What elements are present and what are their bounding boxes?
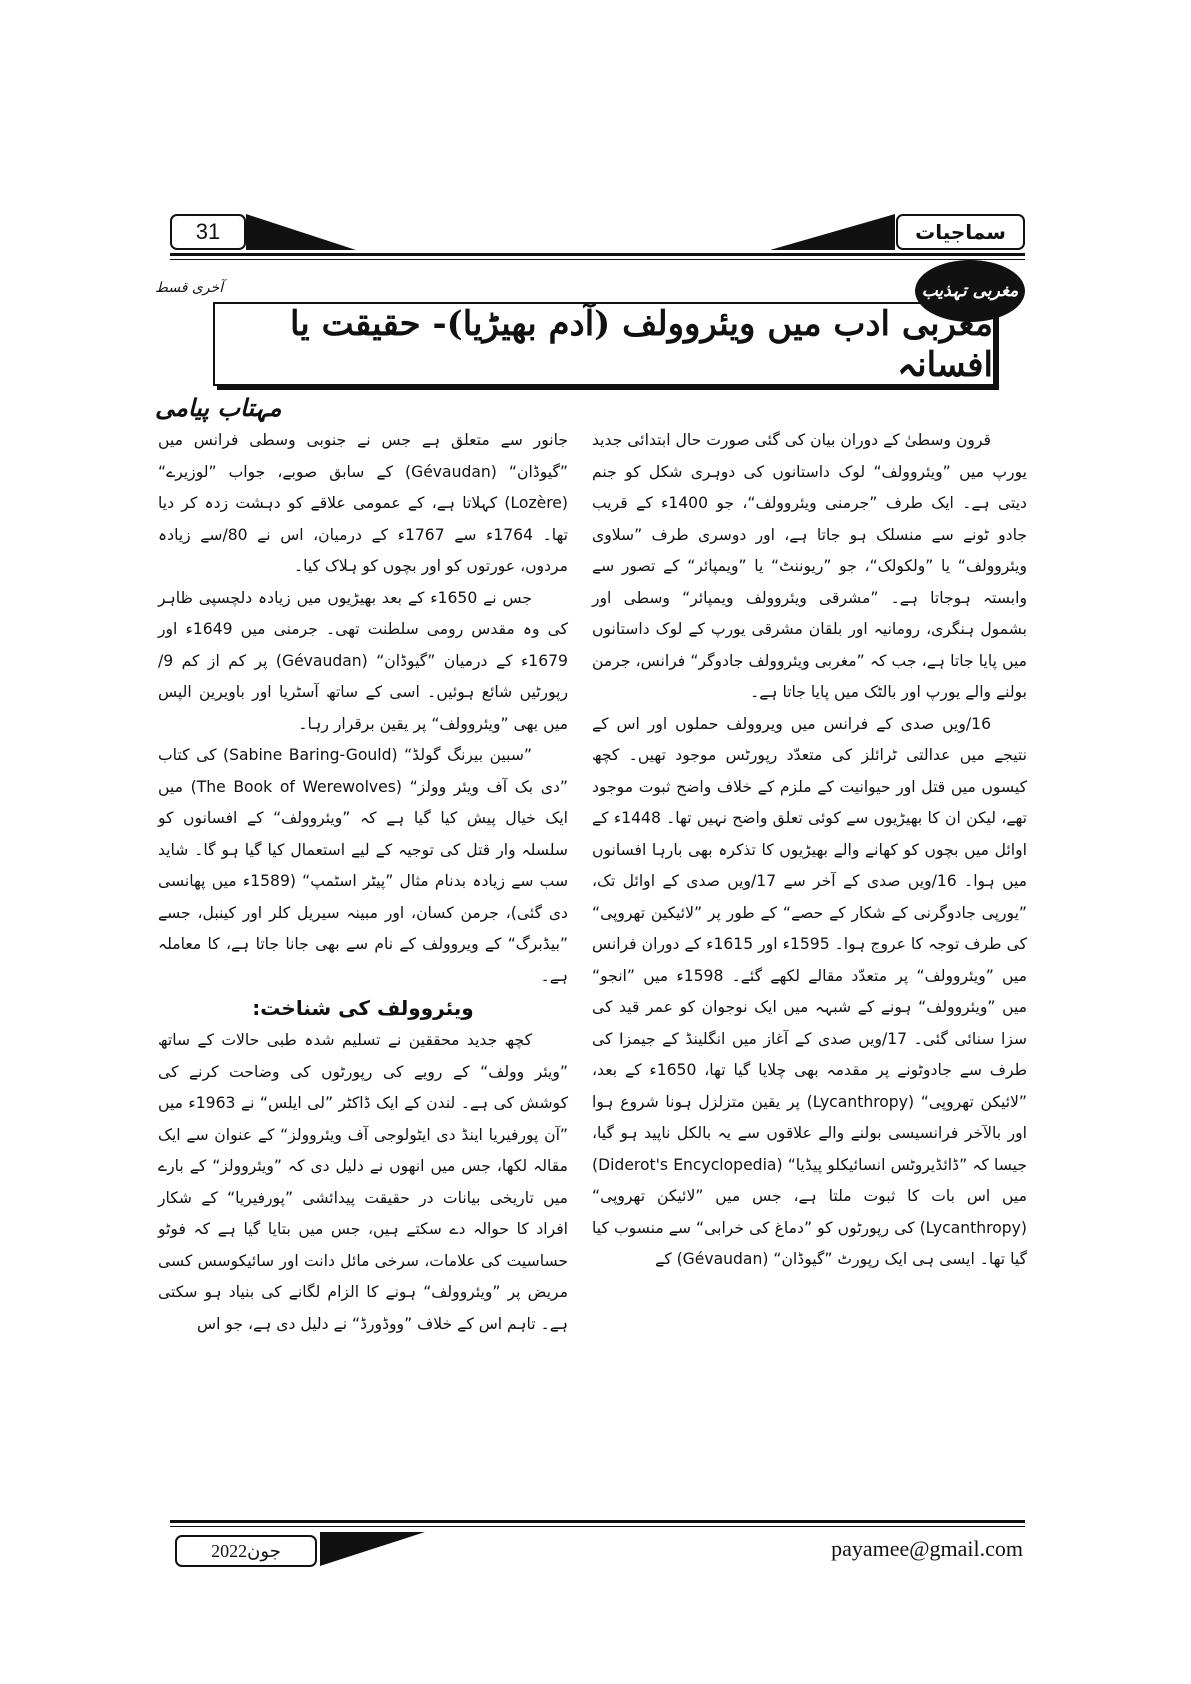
header-wedge-right-icon <box>770 214 895 250</box>
issue-date: جون2022 <box>175 1535 317 1567</box>
author-name: مہتاب پیامی <box>155 393 282 422</box>
paragraph: جس نے 1650ء کے بعد بھیڑیوں میں زیادہ دلچسپی ظاہر کی وہ مقدس رومی سلطنت تھی۔ جرمنی میں 1649ء اور 1679ء کے درمیان ”گیوڈان“ (Gévaudan) پر کم از کم 9/ رپورٹیں شائع ہوئیں۔ اسی کے ساتھ آسٹریا اور باویرین الپس میں بھی ”ویئروولف“ پر یقین برقرار رہا۔ <box>158 588 569 733</box>
article-title: مغربی ادب میں ویئروولف (آدم بھیڑیا)- حقیقت یا افسانہ <box>289 303 993 385</box>
section-heading: ویئروولف کی شناخت: <box>252 996 474 1020</box>
article-title-box <box>213 302 995 386</box>
article-column-right <box>592 425 1027 1276</box>
footer-rule <box>170 1520 1025 1523</box>
section-label: سماجیات <box>896 214 1025 250</box>
header-rule <box>170 253 1025 256</box>
footer-rule-thin <box>170 1526 1025 1527</box>
paragraph: ”سبین بیرنگ گولڈ“ (Sabine Baring-Gould) کی کتاب ”دی بک آف ویئر وولز“ (The Book of Werewolves) میں ایک خیال پیش کیا گیا ہے کہ ”ویئروولف“ کے افسانوں کو سلسلہ وار قتل کی توجیہ کے لیے استعمال کیا گیا ہو گا۔ شاید سب سے زیادہ بدنام مثال ”پیٹر اسٹمپ“ (1589ء میں پھانسی دی گئی)، جرمن کسان، اور مبینہ سیریل کلر اور کینبل، جسے ”بیڈبرگ“ کے ویروولف کے نام سے بھی جانا جاتا ہے، کا معاملہ ہے۔ <box>158 746 569 985</box>
header-wedge-left-icon <box>246 214 356 250</box>
page-header <box>170 214 1025 250</box>
footer-wedge-icon <box>320 1532 425 1566</box>
paragraph: جانور سے متعلق ہے جس نے جنوبی وسطی فرانس میں ”گیوڈان“ (Gévaudan) کے سابق صوبے، جواب ”لوزیرے“ (Lozère) کہلاتا ہے، کے عمومی علاقے کو دہشت زدہ کر دیا تھا۔ 1764ء سے 1767ء کے درمیان، اس نے 80/سے زیادہ مردوں، عورتوں کو اور بچوں کو ہلاک کیا۔ <box>158 431 569 575</box>
contact-email: payamee@gmail.com <box>831 1536 1023 1561</box>
paragraph: کچھ جدید محققین نے تسلیم شدہ طبی حالات کے ساتھ ”ویئر وولف“ کے رویے کی رپورٹوں کی وضاحت کرنے کی کوشش کی ہے۔ لندن کے ایک ڈاکٹر ”لی ایلس“ نے 1963ء میں ”آن پورفیریا اینڈ دی ایٹولوجی آف ویئروولز“ کے عنوان سے ایک مقالہ لکھا، جس میں انھوں نے دلیل دی کہ ”ویئروولز“ کے بارے میں تاریخی بیانات در حقیقت پیدائشی ”پورفیریا“ کے شکار افراد کا حوالہ دے سکتے ہیں، جس میں بتایا گیا ہے کہ فوٹو حساسیت کی علامات، سرخی مائل دانت اور سائیکوسس کسی مریض پر ”ویئروولف“ ہونے کا الزام لگانے کی بنیاد ہو سکتی ہے۔ تاہم اس کے خلاف ”ووڈورڈ“ نے دلیل دی ہے، جو اس <box>158 1031 569 1333</box>
paragraph: قرون وسطیٰ کے دوران بیان کی گئی صورت حال ابتدائی جدید یورپ میں ”ویئروولف“ لوک داستانوں کی دوہری شکل کو جنم دیتی ہے۔ ایک طرف ”جرمنی ویئروولف“، جو 1400ء کے قریب جادو ٹونے سے منسلک ہو جاتا ہے، اور دوسری طرف ”سلاوی ویئروولف“ یا ”ولکولک“، جو ”ریوننٹ“ یا ”ویمپائر“ کے تصور سے وابستہ ہوجاتا ہے۔ ”مشرقی ویئروولف ویمپائر“ وسطی اور بشمول ہنگری، رومانیہ اور بلقان مشرقی یورپ کے لوک داستانوں میں پایا جاتا ہے، جب کہ ”مغربی ویئروولف جادوگر“ فرانس، جرمن بولنے والے یورپ اور بالٹک میں پایا جاتا ہے۔ <box>592 431 1027 701</box>
page-number: 31 <box>170 214 246 250</box>
article-column-left <box>158 425 568 1340</box>
paragraph: 16/ویں صدی کے فرانس میں ویروولف حملوں اور اس کے نتیجے میں عدالتی ٹرائلز کی متعدّد رپورٹس موجود تھیں۔ کچھ کیسوں میں قتل اور حیوانیت کے ملزم کے خلاف واضح ثبوت موجود تھے، لیکن ان کا بھیڑیوں سے کوئی تعلق واضح نہیں تھا۔ 1448ء کے اوائل میں بچوں کو کھانے والے بھیڑیوں کا تذکرہ بھی بارہا افسانوں میں ہوا۔ 16/ویں صدی کے آخر سے 17/ویں صدی کے اوائل تک، ”یورپی جادوگرنی کے شکار کے حصے“ کے طور پر ”لائیکین تھروپی“ کی طرف توجہ کا عروج ہوا۔ 1595ء اور 1615ء کے دوران فرانس میں ”ویئروولف“ پر متعدّد مقالے لکھے گئے۔ 1598ء میں ”انجو“ میں ”ویئروولف“ ہونے کے شبہہ میں ایک نوجوان کو عمر قید کی سزا سنائی گئی۔ 17/ویں صدی کے آغاز میں انگلینڈ کے جیمزI کی طرف سے جادوٹونے پر مقدمہ بھی چلایا گیا تھا، 1650ء کے بعد، ”لائیکن تھروپی“ (Lycanthropy) پر یقین متزلزل ہونا شروع ہوا اور بالآخر فرانسیسی بولنے والے علاقوں سے یہ بالکل ناپید ہو گیا، جیسا کہ ”ڈائڈیروٹس انسائیکلو پیڈیا“ (Diderot's Encyclopedia) میں اس بات کا ثبوت ملتا ہے، جس میں ”لائیکن تھروپی“ (Lycanthropy) کی رپورٹوں کو ”دماغ کی خرابی“ سے منسوب کیا گیا تھا۔ ایسی ہی ایک رپورٹ ”گیوڈان“ (Gévaudan) کے <box>592 714 1028 1268</box>
installment-label: آخری قسط <box>155 280 224 296</box>
header-rule-thin <box>170 259 1025 260</box>
category-badge: مغربی تہذیب <box>915 260 1025 322</box>
